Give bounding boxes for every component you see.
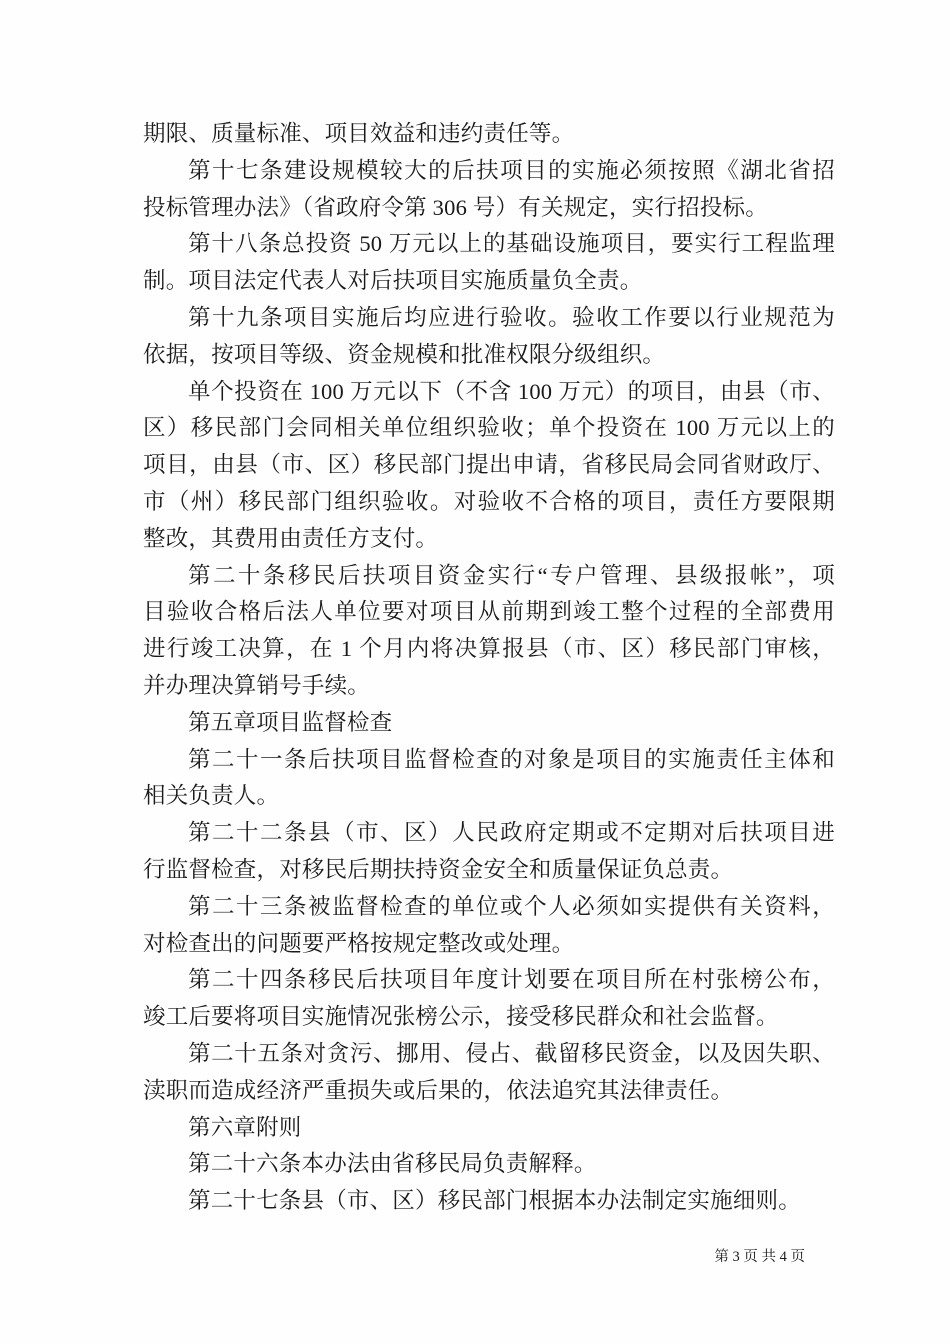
text-line: 第二十五条对贪污、挪用、侵占、截留移民资金，以及因失职、 (188, 1040, 835, 1066)
text-line: 投标管理办法》（省政府令第 306 号）有关规定，实行招投标。 (143, 194, 768, 220)
text-line: 第十七条建设规模较大的后扶项目的实施必须按照《湖北省招 (188, 157, 835, 183)
text-line: 第五章项目监督检查 (188, 709, 393, 735)
text-line: 对检查出的问题要严格按规定整改或处理。 (143, 930, 575, 956)
text-line: 第二十条移民后扶项目资金实行“专户管理、县级报帐”，项 (188, 562, 835, 588)
text-line: 相关负责人。 (143, 783, 280, 809)
text-line: 第二十七条县（市、区）移民部门根据本办法制定实施细则。 (188, 1188, 801, 1214)
text-line: 第二十六条本办法由省移民局负责解释。 (188, 1151, 597, 1177)
text-line: 第二十三条被监督检查的单位或个人必须如实提供有关资料， (188, 893, 835, 919)
text-line: 第二十二条县（市、区）人民政府定期或不定期对后扶项目进 (188, 820, 835, 846)
text-line: 区）移民部门会同相关单位组织验收；单个投资在 100 万元以上的 (143, 415, 835, 441)
text-line: 单个投资在 100 万元以下（不含 100 万元）的项目，由县（市、 (188, 378, 835, 404)
text-line: 整改，其费用由责任方支付。 (143, 525, 439, 551)
text-line: 市（州）移民部门组织验收。对验收不合格的项目，责任方要限期 (143, 488, 835, 514)
text-line: 第二十一条后扶项目监督检查的对象是项目的实施责任主体和 (188, 746, 835, 772)
document-body (143, 116, 835, 1220)
text-line: 制。项目法定代表人对后扶项目实施质量负全责。 (143, 268, 643, 294)
text-line: 第二十四条移民后扶项目年度计划要在项目所在村张榜公布， (188, 967, 835, 993)
text-line: 第六章附则 (188, 1114, 302, 1140)
text-line: 行监督检查，对移民后期扶持资金安全和质量保证负总责。 (143, 856, 734, 882)
text-line: 进行竣工决算，在 1 个月内将决算报县（市、区）移民部门审核， (143, 636, 835, 662)
page-number: 第 3 页 共 4 页 (714, 1249, 805, 1265)
text-line: 目验收合格后法人单位要对项目从前期到竣工整个过程的全部费用 (143, 599, 835, 625)
text-line: 渎职而造成经济严重损失或后果的，依法追究其法律责任。 (143, 1077, 734, 1103)
text-line: 竣工后要将项目实施情况张榜公示，接受移民群众和社会监督。 (143, 1004, 779, 1030)
text-line: 第十八条总投资 50 万元以上的基础设施项目，要实行工程监理 (188, 231, 835, 257)
text-line: 第十九条项目实施后均应进行验收。验收工作要以行业规范为 (188, 304, 835, 330)
text-line: 并办理决算销号手续。 (143, 672, 371, 698)
text-line: 期限、质量标准、项目效益和违约责任等。 (143, 121, 575, 146)
text-line: 项目，由县（市、区）移民部门提出申请，省移民局会同省财政厅、 (143, 452, 835, 478)
text-line: 依据，按项目等级、资金规模和批准权限分级组织。 (143, 341, 666, 367)
